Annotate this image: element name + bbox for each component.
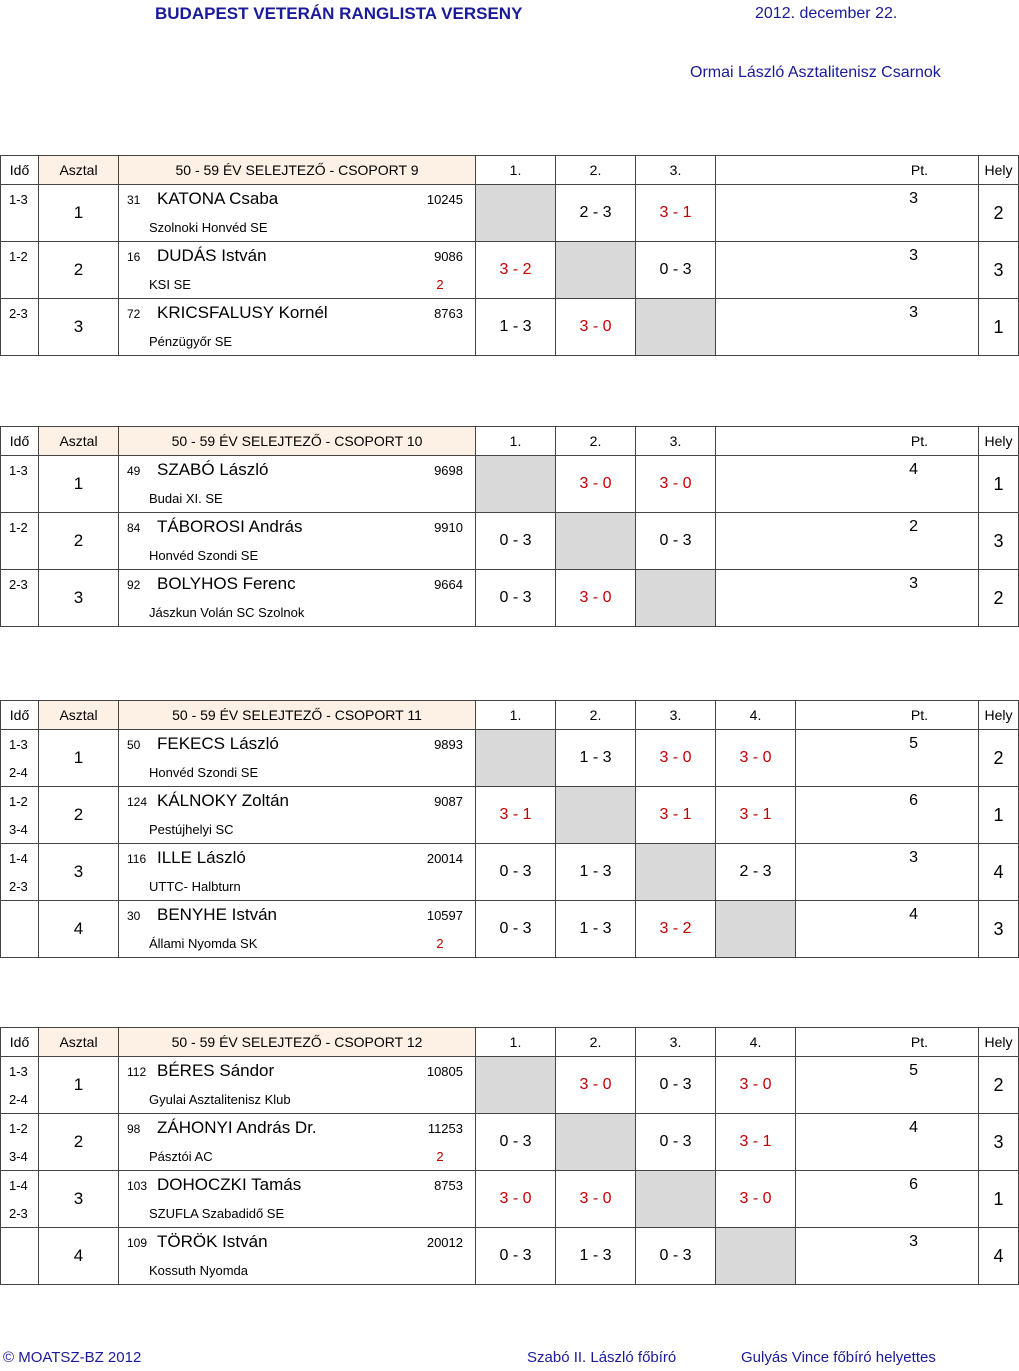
- points-spacer: [796, 1085, 979, 1114]
- player-place: 4: [979, 1228, 1019, 1285]
- group-title: 50 - 59 ÉV SELEJTEZŐ - CSOPORT 10: [119, 427, 476, 456]
- match-score: 1 - 3: [476, 299, 556, 356]
- player-ranking-points: 8763: [434, 306, 463, 321]
- event-venue: Ormai László Asztalitenisz Csarnok: [690, 64, 941, 81]
- player-club: KSI SE: [149, 276, 191, 292]
- player-place: 3: [979, 242, 1019, 299]
- player-club-cell: [119, 1142, 476, 1171]
- match-time: [1, 598, 39, 627]
- player-total-points: 4: [796, 901, 979, 930]
- col-header-opponent: 3.: [636, 427, 716, 456]
- player-name-cell: [119, 1057, 476, 1086]
- player-club: Gyulai Asztalitenisz Klub: [149, 1091, 291, 1107]
- match-score: 0 - 3: [636, 1228, 716, 1285]
- points-spacer: [796, 872, 979, 901]
- col-header-place: Hely: [979, 156, 1019, 185]
- group-header-row: [1, 427, 1019, 456]
- player-row: [1, 1228, 1019, 1257]
- self-cell: [636, 844, 716, 901]
- player-seed: 4: [39, 901, 119, 958]
- player-ranking-points: 10805: [426, 1064, 463, 1079]
- player-name-cell: [119, 242, 476, 271]
- player-name: DUDÁS István: [157, 246, 267, 265]
- player-place: 3: [979, 1114, 1019, 1171]
- player-name: KÁLNOKY Zoltán: [157, 791, 289, 810]
- player-seed: 2: [39, 242, 119, 299]
- group-header-row: [1, 156, 1019, 185]
- match-score: 1 - 3: [556, 1228, 636, 1285]
- match-score: 0 - 3: [476, 1114, 556, 1171]
- player-row: [1, 1171, 1019, 1200]
- col-header-time: Idő: [1, 156, 39, 185]
- player-name-cell: [119, 844, 476, 873]
- group-table-9: [0, 155, 1013, 356]
- player-club-cell: [119, 758, 476, 787]
- player-club-cell: [119, 327, 476, 356]
- self-cell: [556, 513, 636, 570]
- player-name-cell: [119, 1228, 476, 1257]
- player-place: 2: [979, 1057, 1019, 1114]
- player-seed: 1: [39, 1057, 119, 1114]
- points-spacer: [796, 929, 979, 958]
- match-score: 3 - 0: [556, 456, 636, 513]
- match-score: 3 - 0: [556, 1057, 636, 1114]
- match-time: 1-2: [1, 242, 39, 271]
- player-id: 103: [127, 1179, 148, 1193]
- points-spacer: [796, 1256, 979, 1285]
- player-club-cell: [119, 213, 476, 242]
- player-name: TÁBOROSI András: [157, 517, 303, 536]
- match-time: 2-3: [1, 570, 39, 599]
- match-time: 2-3: [1, 872, 39, 901]
- player-row: [1, 299, 1019, 328]
- player-ranking-points: 8753: [434, 1178, 463, 1193]
- player-place: 2: [979, 730, 1019, 787]
- col-header-opponent: 1.: [476, 156, 556, 185]
- player-ranking-points: 9664: [434, 577, 463, 592]
- group-header-row: [1, 701, 1019, 730]
- player-note: 2: [436, 935, 444, 951]
- player-seed: 2: [39, 1114, 119, 1171]
- player-club: Jászkun Volán SC Szolnok: [149, 604, 305, 620]
- match-time: 1-3: [1, 730, 39, 759]
- player-row: [1, 185, 1019, 214]
- match-time: [1, 270, 39, 299]
- player-ranking-points: 9086: [434, 249, 463, 264]
- match-time: 3-4: [1, 1142, 39, 1171]
- player-name: KATONA Csaba: [157, 189, 279, 208]
- match-score: 3 - 1: [476, 787, 556, 844]
- player-ranking-points: 20012: [426, 1235, 463, 1250]
- match-score: 0 - 3: [476, 513, 556, 570]
- player-id: 31: [127, 193, 141, 207]
- group-header-row: [1, 1028, 1019, 1057]
- match-score: 0 - 3: [476, 1228, 556, 1285]
- player-club: Pestújhelyi SC: [149, 821, 234, 837]
- match-score: 3 - 0: [476, 1171, 556, 1228]
- group-table: [0, 155, 1019, 356]
- match-score: 2 - 3: [716, 844, 796, 901]
- player-seed: 1: [39, 730, 119, 787]
- col-header-time: Idő: [1, 701, 39, 730]
- player-place: 1: [979, 299, 1019, 356]
- match-time: [1, 484, 39, 513]
- match-score: 0 - 3: [476, 901, 556, 958]
- player-name-cell: [119, 1114, 476, 1143]
- group-table-10: [0, 426, 1013, 627]
- player-total-points: 5: [796, 1057, 979, 1086]
- match-score: 0 - 3: [476, 844, 556, 901]
- match-time: [1, 327, 39, 356]
- player-ranking-points: 9893: [434, 737, 463, 752]
- player-name: ILLE László: [157, 848, 246, 867]
- col-header-opponent: 2.: [556, 701, 636, 730]
- col-header-place: Hely: [979, 1028, 1019, 1057]
- points-spacer: [716, 541, 979, 570]
- match-time: [1, 929, 39, 958]
- match-time: [1, 901, 39, 930]
- match-score: 0 - 3: [636, 513, 716, 570]
- self-cell: [716, 1228, 796, 1285]
- player-total-points: 3: [716, 185, 979, 214]
- points-spacer: [716, 327, 979, 356]
- match-time: [1, 213, 39, 242]
- col-header-table: Asztal: [39, 701, 119, 730]
- player-total-points: 4: [716, 456, 979, 485]
- player-name: ZÁHONYI András Dr.: [157, 1118, 317, 1137]
- self-cell: [556, 787, 636, 844]
- page-title: BUDAPEST VETERÁN RANGLISTA VERSENY: [155, 4, 523, 23]
- match-time: 1-2: [1, 513, 39, 542]
- col-header-points: Pt.: [716, 156, 979, 185]
- player-name: FEKECS László: [157, 734, 279, 753]
- player-club-cell: [119, 815, 476, 844]
- col-header-points: Pt.: [796, 1028, 979, 1057]
- col-header-place: Hely: [979, 427, 1019, 456]
- player-seed: 1: [39, 456, 119, 513]
- match-time: [1, 1228, 39, 1257]
- player-name: BENYHE István: [157, 905, 277, 924]
- self-cell: [636, 570, 716, 627]
- col-header-opponent: 1.: [476, 701, 556, 730]
- points-spacer: [716, 270, 979, 299]
- match-score: 3 - 0: [556, 1171, 636, 1228]
- match-score: 2 - 3: [556, 185, 636, 242]
- points-spacer: [716, 484, 979, 513]
- player-name: TÖRÖK István: [157, 1232, 268, 1251]
- col-header-opponent: 1.: [476, 1028, 556, 1057]
- player-seed: 2: [39, 787, 119, 844]
- match-time: 3-4: [1, 815, 39, 844]
- group-title: 50 - 59 ÉV SELEJTEZŐ - CSOPORT 12: [119, 1028, 476, 1057]
- player-note: 2: [436, 276, 444, 292]
- match-time: [1, 1256, 39, 1285]
- col-header-opponent: 2.: [556, 156, 636, 185]
- player-place: 4: [979, 844, 1019, 901]
- match-score: 3 - 1: [716, 1114, 796, 1171]
- match-time: 1-3: [1, 1057, 39, 1086]
- player-club: Állami Nyomda SK: [149, 935, 258, 951]
- match-score: 3 - 0: [716, 730, 796, 787]
- player-club: SZUFLA Szabadidő SE: [149, 1205, 285, 1221]
- self-cell: [636, 1171, 716, 1228]
- player-id: 98: [127, 1122, 141, 1136]
- player-total-points: 3: [716, 299, 979, 328]
- player-ranking-points: 11253: [427, 1121, 463, 1136]
- player-club-cell: [119, 872, 476, 901]
- self-cell: [476, 1057, 556, 1114]
- player-total-points: 4: [796, 1114, 979, 1143]
- match-score: 0 - 3: [636, 242, 716, 299]
- col-header-opponent: 4.: [716, 1028, 796, 1057]
- player-id: 16: [127, 250, 141, 264]
- group-table: [0, 1027, 1019, 1285]
- player-seed: 3: [39, 1171, 119, 1228]
- player-row: [1, 513, 1019, 542]
- player-name-cell: [119, 299, 476, 328]
- player-id: 30: [127, 909, 141, 923]
- player-row: [1, 901, 1019, 930]
- player-ranking-points: 9087: [434, 794, 463, 809]
- player-name-cell: [119, 787, 476, 816]
- player-club-cell: [119, 1256, 476, 1285]
- player-club: Kossuth Nyomda: [149, 1262, 248, 1278]
- player-name: BÉRES Sándor: [157, 1061, 275, 1080]
- match-time: 2-3: [1, 1199, 39, 1228]
- points-spacer: [716, 598, 979, 627]
- self-cell: [636, 299, 716, 356]
- player-seed: 1: [39, 185, 119, 242]
- col-header-opponent: 3.: [636, 156, 716, 185]
- player-place: 2: [979, 570, 1019, 627]
- points-spacer: [796, 758, 979, 787]
- player-place: 2: [979, 185, 1019, 242]
- col-header-opponent: 1.: [476, 427, 556, 456]
- col-header-time: Idő: [1, 1028, 39, 1057]
- col-header-table: Asztal: [39, 156, 119, 185]
- player-place: 3: [979, 901, 1019, 958]
- match-time: 2-4: [1, 758, 39, 787]
- match-score: 3 - 2: [636, 901, 716, 958]
- col-header-table: Asztal: [39, 1028, 119, 1057]
- player-club: Budai XI. SE: [149, 490, 223, 506]
- col-header-points: Pt.: [716, 427, 979, 456]
- col-header-opponent: 2.: [556, 427, 636, 456]
- match-score: 3 - 0: [556, 570, 636, 627]
- player-seed: 3: [39, 844, 119, 901]
- player-name-cell: [119, 513, 476, 542]
- player-id: 50: [127, 738, 141, 752]
- player-total-points: 6: [796, 787, 979, 816]
- player-seed: 2: [39, 513, 119, 570]
- player-id: 84: [127, 521, 141, 535]
- col-header-place: Hely: [979, 701, 1019, 730]
- player-total-points: 3: [716, 570, 979, 599]
- match-score: 3 - 1: [636, 787, 716, 844]
- self-cell: [716, 901, 796, 958]
- player-place: 1: [979, 787, 1019, 844]
- match-score: 0 - 3: [636, 1057, 716, 1114]
- col-header-time: Idő: [1, 427, 39, 456]
- player-ranking-points: 9698: [434, 463, 463, 478]
- player-club-cell: [119, 1199, 476, 1228]
- player-name-cell: [119, 185, 476, 214]
- match-score: 3 - 0: [716, 1171, 796, 1228]
- col-header-opponent: 3.: [636, 701, 716, 730]
- player-name-cell: [119, 570, 476, 599]
- col-header-opponent: 4.: [716, 701, 796, 730]
- match-time: 1-4: [1, 1171, 39, 1200]
- group-table-11: [0, 700, 1013, 958]
- self-cell: [476, 185, 556, 242]
- player-total-points: 3: [796, 1228, 979, 1257]
- player-name: DOHOCZKI Tamás: [157, 1175, 302, 1194]
- match-score: 0 - 3: [476, 570, 556, 627]
- player-club-cell: [119, 270, 476, 299]
- match-score: 1 - 3: [556, 844, 636, 901]
- event-date: 2012. december 22.: [755, 5, 898, 22]
- match-score: 0 - 3: [636, 1114, 716, 1171]
- self-cell: [556, 1114, 636, 1171]
- group-table: [0, 426, 1019, 627]
- player-id: 49: [127, 464, 141, 478]
- player-total-points: 5: [796, 730, 979, 759]
- player-id: 112: [127, 1065, 147, 1079]
- player-club-cell: [119, 929, 476, 958]
- player-place: 1: [979, 1171, 1019, 1228]
- footer-copyright: © MOATSZ-BZ 2012: [3, 1349, 142, 1366]
- col-header-opponent: 3.: [636, 1028, 716, 1057]
- player-row: [1, 242, 1019, 271]
- player-row: [1, 1114, 1019, 1143]
- player-id: 109: [127, 1236, 148, 1250]
- player-club-cell: [119, 598, 476, 627]
- player-club-cell: [119, 484, 476, 513]
- points-spacer: [796, 1199, 979, 1228]
- self-cell: [476, 456, 556, 513]
- match-time: 1-2: [1, 1114, 39, 1143]
- group-title: 50 - 59 ÉV SELEJTEZŐ - CSOPORT 11: [119, 701, 476, 730]
- player-place: 3: [979, 513, 1019, 570]
- points-spacer: [796, 815, 979, 844]
- player-row: [1, 787, 1019, 816]
- player-club: Honvéd Szondi SE: [149, 547, 259, 563]
- player-total-points: 3: [796, 844, 979, 873]
- player-ranking-points: 20014: [426, 851, 463, 866]
- match-score: 3 - 0: [556, 299, 636, 356]
- points-spacer: [716, 213, 979, 242]
- player-total-points: 3: [716, 242, 979, 271]
- player-ranking-points: 10597: [426, 908, 463, 923]
- player-name: KRICSFALUSY Kornél: [157, 303, 328, 322]
- match-time: 2-4: [1, 1085, 39, 1114]
- group-table-12: [0, 1027, 1013, 1285]
- match-score: 3 - 1: [636, 185, 716, 242]
- player-ranking-points: 9910: [434, 520, 463, 535]
- player-row: [1, 570, 1019, 599]
- player-club: Honvéd Szondi SE: [149, 764, 259, 780]
- player-id: 92: [127, 578, 141, 592]
- player-seed: 3: [39, 570, 119, 627]
- match-time: 1-3: [1, 185, 39, 214]
- player-name-cell: [119, 456, 476, 485]
- group-title: 50 - 59 ÉV SELEJTEZŐ - CSOPORT 9: [119, 156, 476, 185]
- col-header-table: Asztal: [39, 427, 119, 456]
- player-club: UTTC- Halbturn: [149, 878, 241, 894]
- group-table: [0, 700, 1019, 958]
- footer-referee: Szabó II. László főbíró: [527, 1349, 677, 1366]
- match-score: 3 - 0: [636, 456, 716, 513]
- player-club: Szolnoki Honvéd SE: [149, 219, 268, 235]
- match-time: [1, 541, 39, 570]
- player-ranking-points: 10245: [426, 192, 463, 207]
- match-time: 2-3: [1, 299, 39, 328]
- player-club: Pásztói AC: [149, 1148, 213, 1164]
- self-cell: [476, 730, 556, 787]
- player-seed: 3: [39, 299, 119, 356]
- player-row: [1, 730, 1019, 759]
- footer-deputy-referee: Gulyás Vince főbíró helyettes: [741, 1349, 936, 1366]
- player-place: 1: [979, 456, 1019, 513]
- player-name-cell: [119, 730, 476, 759]
- player-note: 2: [436, 1148, 444, 1164]
- match-score: 3 - 2: [476, 242, 556, 299]
- match-score: 1 - 3: [556, 901, 636, 958]
- player-row: [1, 1057, 1019, 1086]
- player-name-cell: [119, 901, 476, 930]
- player-name: SZABÓ László: [157, 460, 269, 479]
- player-id: 72: [127, 307, 141, 321]
- match-score: 3 - 0: [716, 1057, 796, 1114]
- player-id: 116: [127, 852, 147, 866]
- player-row: [1, 844, 1019, 873]
- col-header-points: Pt.: [796, 701, 979, 730]
- player-id: 124: [127, 795, 148, 809]
- player-club-cell: [119, 1085, 476, 1114]
- self-cell: [556, 242, 636, 299]
- points-spacer: [796, 1142, 979, 1171]
- match-time: 1-2: [1, 787, 39, 816]
- player-seed: 4: [39, 1228, 119, 1285]
- match-score: 3 - 0: [636, 730, 716, 787]
- match-score: 3 - 1: [716, 787, 796, 844]
- match-time: 1-4: [1, 844, 39, 873]
- player-total-points: 2: [716, 513, 979, 542]
- match-time: 1-3: [1, 456, 39, 485]
- player-total-points: 6: [796, 1171, 979, 1200]
- player-name-cell: [119, 1171, 476, 1200]
- match-score: 1 - 3: [556, 730, 636, 787]
- col-header-opponent: 2.: [556, 1028, 636, 1057]
- player-club: Pénzügyőr SE: [149, 333, 233, 349]
- player-row: [1, 456, 1019, 485]
- player-name: BOLYHOS Ferenc: [157, 574, 296, 593]
- player-club-cell: [119, 541, 476, 570]
